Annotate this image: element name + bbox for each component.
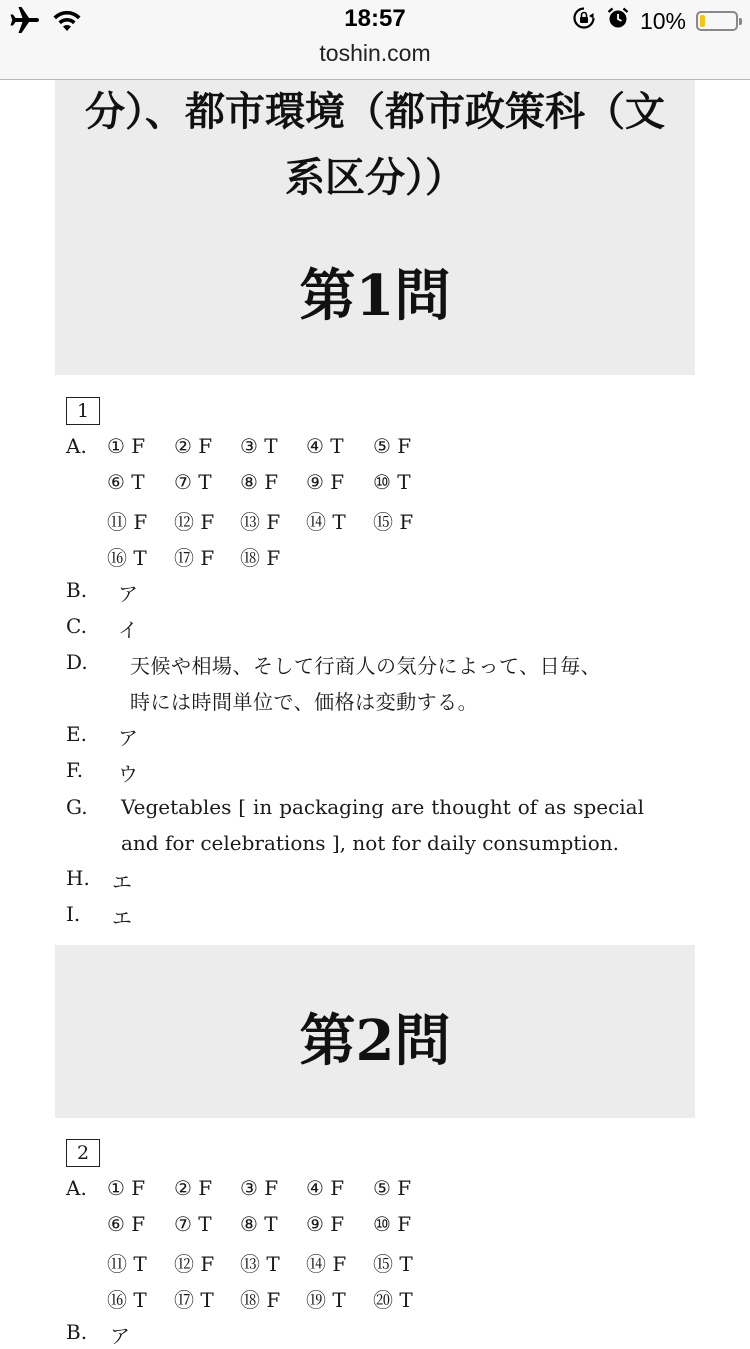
- q2-answer-a-item-10: ⑩ F: [373, 1212, 412, 1236]
- q1-answer-a-item-14: ⑭ T: [306, 510, 346, 534]
- q1-answer-g-line-2: and for celebrations ], not for daily consumption.: [121, 831, 619, 855]
- q1-answer-c: イ: [118, 618, 138, 642]
- q1-label-i: I.: [66, 902, 81, 926]
- clock: 18:57: [344, 5, 406, 32]
- q1-answer-a-item-17: ⑰ F: [174, 546, 215, 570]
- q1-answer-e: ア: [118, 726, 138, 750]
- q1-answer-b: ア: [118, 582, 138, 606]
- q2-answer-a-item-20: ⑳ T: [373, 1288, 413, 1312]
- header-title-line-2: 系区分））: [285, 154, 465, 201]
- battery-fill: [700, 15, 705, 27]
- q2-answer-a-item-11: ⑪ T: [107, 1252, 147, 1276]
- q2-answer-a-item-3: ③ F: [240, 1176, 279, 1200]
- q1-answer-i: エ: [112, 906, 132, 930]
- q1-answer-a-item-5: ⑤ F: [373, 434, 412, 458]
- q1-answer-a-item-9: ⑨ F: [306, 470, 345, 494]
- q1-label-c: C.: [66, 614, 87, 638]
- q2-answer-a-item-9: ⑨ F: [306, 1212, 345, 1236]
- q1-answer-a-item-10: ⑩ T: [373, 470, 411, 494]
- question-1-box: 1: [66, 397, 100, 425]
- q2-answer-a-item-17: ⑰ T: [174, 1288, 214, 1312]
- q2-answer-a-item-5: ⑤ F: [373, 1176, 412, 1200]
- q1-answer-a-item-8: ⑧ F: [240, 470, 279, 494]
- q1-answer-a-item-16: ⑯ T: [107, 546, 147, 570]
- q2-label-a: A.: [66, 1176, 87, 1200]
- q1-label-h: H.: [66, 866, 90, 890]
- q1-answer-a-item-2: ② F: [174, 434, 213, 458]
- q1-answer-a-item-12: ⑫ F: [174, 510, 215, 534]
- q2-answer-a-item-6: ⑥ F: [107, 1212, 146, 1236]
- q1-answer-a-item-3: ③ T: [240, 434, 278, 458]
- header-title-line-1: 分）、都市環境（都市政策科（文: [85, 88, 665, 135]
- q1-label-d: D.: [66, 650, 88, 674]
- status-right: [572, 6, 738, 36]
- q2-answer-a-item-14: ⑭ F: [306, 1252, 347, 1276]
- q2-answer-a-item-4: ④ F: [306, 1176, 345, 1200]
- url-bar[interactable]: toshin.com: [319, 40, 431, 66]
- q2-answer-a-item-19: ⑲ T: [306, 1288, 346, 1312]
- q2-answer-a-item-15: ⑮ T: [373, 1252, 413, 1276]
- q1-answer-h: エ: [112, 870, 132, 894]
- q1-answer-f: ウ: [118, 762, 138, 786]
- question-1-title: 第1問: [299, 263, 451, 329]
- q1-label-f: F.: [66, 758, 84, 782]
- q1-answer-a-item-18: ⑱ F: [240, 546, 281, 570]
- q1-answer-d-line-1: 天候や相場、そして行商人の気分によって、日毎、: [130, 654, 602, 678]
- rotation-lock-icon: [572, 6, 596, 36]
- battery-percent: 10%: [639, 7, 686, 34]
- q1-answer-a-item-15: ⑮ F: [373, 510, 414, 534]
- q2-answer-a-item-13: ⑬ T: [240, 1252, 280, 1276]
- q1-label-g: G.: [66, 795, 88, 819]
- q1-answer-a-item-6: ⑥ T: [107, 470, 145, 494]
- q2-answer-a-item-2: ② F: [174, 1176, 213, 1200]
- q1-answer-a-item-11: ⑪ F: [107, 510, 148, 534]
- q1-answer-a-item-13: ⑬ F: [240, 510, 281, 534]
- q2-answer-a-item-18: ⑱ F: [240, 1288, 281, 1312]
- question-2-header: [55, 945, 695, 1118]
- question-2-box: 2: [66, 1139, 100, 1167]
- section-header: [55, 80, 695, 375]
- q1-answer-a-item-1: ① F: [107, 434, 146, 458]
- q1-label-a: A.: [66, 434, 87, 458]
- q1-answer-g-line-1: Vegetables [ in packaging are thought of as special: [121, 795, 644, 819]
- q2-label-b: B.: [66, 1320, 88, 1344]
- q2-answer-a-item-16: ⑯ T: [107, 1288, 147, 1312]
- question-2-title: 第2問: [299, 1008, 451, 1074]
- q2-answer-a-item-1: ① F: [107, 1176, 146, 1200]
- q2-answer-a-item-8: ⑧ T: [240, 1212, 278, 1236]
- q2-answer-b: ア: [110, 1324, 130, 1348]
- q1-answer-a-item-7: ⑦ T: [174, 470, 212, 494]
- q2-answer-a-item-12: ⑫ F: [174, 1252, 215, 1276]
- q2-answer-a-item-7: ⑦ T: [174, 1212, 212, 1236]
- alarm-icon: [606, 6, 630, 36]
- status-bar: [0, 0, 750, 80]
- battery-icon: [696, 11, 738, 31]
- q1-answer-a-item-4: ④ T: [306, 434, 344, 458]
- q1-label-e: E.: [66, 722, 87, 746]
- q1-label-b: B.: [66, 578, 88, 602]
- q1-answer-d-line-2: 時には時間単位で、価格は変動する。: [130, 690, 479, 714]
